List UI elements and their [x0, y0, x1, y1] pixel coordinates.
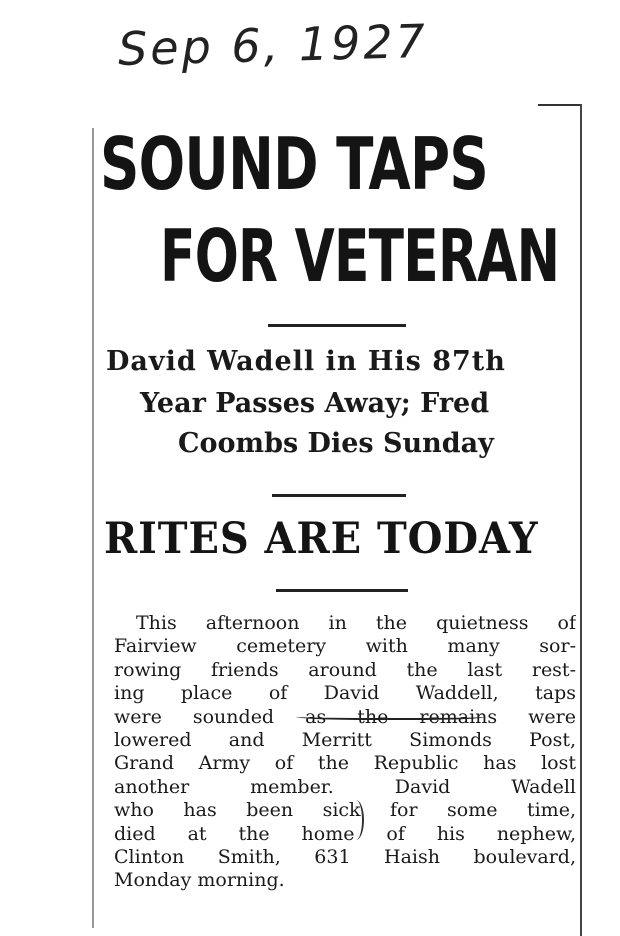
article-line: another member. David Wadell: [114, 775, 576, 798]
article-line: ing place of David Waddell, taps: [114, 682, 576, 705]
article-line: This afternoon in the quietness of: [136, 612, 576, 634]
article-body: [114, 612, 576, 893]
divider-rule: [268, 324, 406, 327]
article-line: who has been sick for some time,: [114, 799, 576, 822]
divider-rule: [272, 494, 406, 497]
article-line: Clinton Smith, 631 Haish boulevard,: [114, 845, 576, 868]
subheadline-line-2: Year Passes Away; Fred: [140, 388, 490, 419]
divider-rule: [276, 589, 408, 592]
handwritten-date: Sep 6, 1927: [117, 13, 429, 77]
article-line: Grand Army of the Republic has lost: [114, 752, 576, 775]
article-line: Monday morning.: [114, 869, 285, 892]
headline-line-1: SOUND TAPS: [100, 122, 488, 206]
headline-line-2: FOR VETERAN: [160, 214, 560, 298]
column-rule-left: [92, 128, 94, 928]
column-rule-right: [580, 104, 582, 936]
article-line: Fairview cemetery with many sor-: [114, 635, 576, 658]
section-heading: RITES ARE TODAY: [104, 514, 539, 564]
article-line: died at the home of his nephew,: [114, 822, 576, 845]
column-rule-top: [538, 104, 582, 106]
subheadline-line-3: Coombs Dies Sunday: [178, 428, 494, 459]
handwritten-bracket-mark: [348, 800, 364, 840]
article-line: lowered and Merritt Simonds Post,: [114, 728, 576, 751]
subheadline-line-1: David Wadell in His 87th: [106, 346, 506, 377]
handwritten-underline: [296, 712, 486, 720]
article-line: were sounded as the remains were: [114, 705, 576, 728]
article-line: rowing friends around the last rest-: [114, 658, 576, 681]
